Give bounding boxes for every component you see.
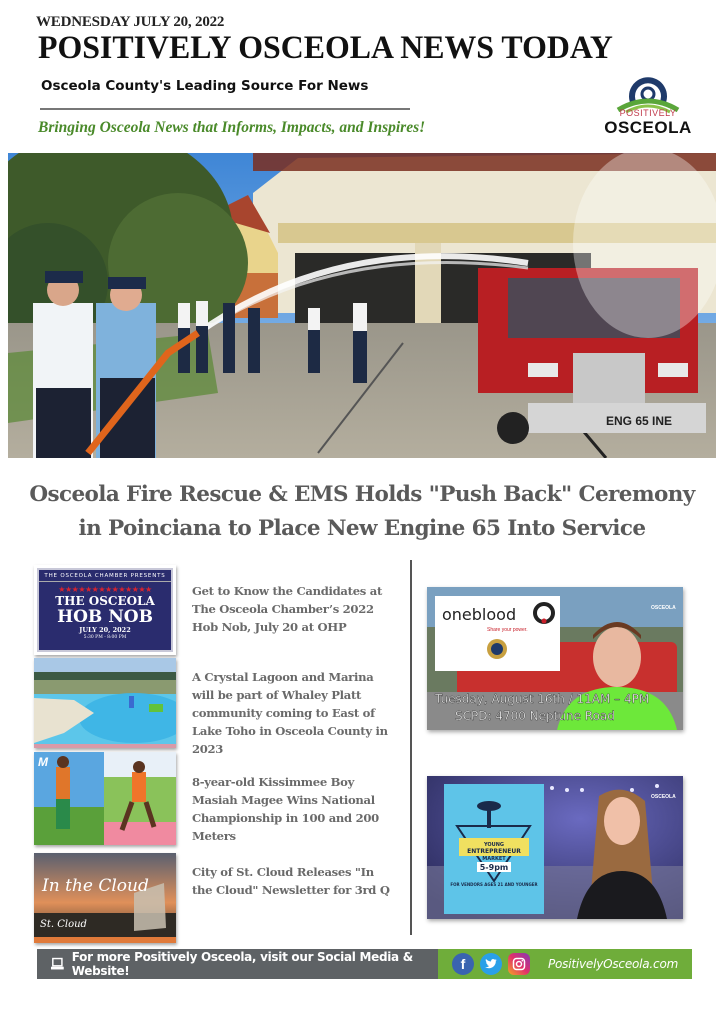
flyer-line2: ENTREPRENEUR <box>467 848 521 855</box>
footer-social-prompt <box>37 949 438 979</box>
laptop-icon <box>51 957 64 971</box>
st-cloud-brand: St. Cloud <box>40 919 87 930</box>
oneblood-brand: oneblood <box>442 605 517 624</box>
oneblood-caption-2: SCPD: 4700 Neptune Road <box>455 709 615 723</box>
story-thumbnail-hob-nob[interactable] <box>34 565 176 655</box>
story-thumbnail-masiah-magee[interactable] <box>34 752 176 845</box>
story-title-hob-nob[interactable]: Get to Know the Candidates at The Osceola Chamber’s 2022 Hob Nob, July 20 at OHP <box>192 584 383 634</box>
stars-decoration: ★★★★★★★★★★★★★★ <box>58 585 152 594</box>
headline-line-2: in Poinciana to Place New Engine 65 Into Service <box>78 516 646 541</box>
issue-date: WEDNESDAY JULY 20, 2022 <box>36 14 225 30</box>
video-oneblood[interactable] <box>427 587 683 730</box>
flyer-sub: FOR VENDORS AGES 21 AND YOUNGER <box>450 882 538 887</box>
story-thumbnail-in-the-cloud[interactable] <box>34 853 176 943</box>
video-corner-logo: OSCEOLA <box>651 605 676 611</box>
video-young-entrepreneur-market[interactable] <box>427 776 683 919</box>
logo-word-positively: POSITIVELY <box>619 108 677 118</box>
twitter-icon[interactable] <box>480 953 502 975</box>
flyer-line3: MARKET <box>482 856 506 862</box>
tagline: Bringing Osceola News that Informs, Impacts, and Inspires! <box>38 119 426 136</box>
header-rule <box>40 108 410 110</box>
oneblood-tagline: Share your power. <box>487 627 528 633</box>
hob-nob-date: JULY 20, 2022 <box>79 626 131 634</box>
in-the-cloud-cover <box>34 853 176 943</box>
masthead-subtitle: Osceola County's Leading Source For News <box>41 78 369 94</box>
main-headline[interactable] <box>0 478 724 546</box>
hob-nob-line1: THE OSCEOLA <box>55 594 155 608</box>
footer-text: For more Positively Osceola, visit our Social Media & Website! <box>71 950 413 978</box>
svg-text:M: M <box>38 755 48 769</box>
story-thumbnail-crystal-lagoon[interactable] <box>34 658 176 748</box>
oneblood-video-frame <box>427 587 683 730</box>
flyer-line1: YOUNG <box>483 842 505 848</box>
engine-plate: ENG 65 INE <box>606 414 673 428</box>
positively-osceola-logo[interactable] <box>596 74 700 142</box>
headline-line-1: Osceola Fire Rescue & EMS Holds "Push Back" Ceremony <box>29 482 695 507</box>
entrepreneur-video-frame <box>427 776 683 919</box>
flyer-time: 5-9pm <box>479 863 509 872</box>
in-the-cloud-script: In the Cloud <box>42 876 149 896</box>
story-title-crystal-lagoon[interactable]: A Crystal Lagoon and Marina will be part of Whaley Platt community coming to East of Lake Toho in Osceola County in 2023 <box>192 670 388 756</box>
story-title-in-the-cloud[interactable]: City of St. Cloud Releases "In the Cloud" Newsletter for 3rd Q <box>192 865 390 897</box>
crystal-lagoon-photo <box>34 658 176 748</box>
logo-word-osceola: OSCEOLA <box>604 118 692 137</box>
column-divider <box>410 560 412 935</box>
facebook-icon[interactable]: f <box>452 953 474 975</box>
instagram-icon[interactable] <box>508 953 530 975</box>
oneblood-caption-1: Tuesday, August 16th / 11AM – 4PM <box>435 692 650 706</box>
masthead-title: POSITIVELY OSCEOLA NEWS TODAY <box>38 30 613 66</box>
story-title-masiah-magee[interactable]: 8-year-old Kissimmee Boy Masiah Magee Wins National Championship in 100 and 200 Meters <box>192 775 379 843</box>
hob-nob-time: 5:30 PM - 8:00 PM <box>83 635 127 640</box>
hob-nob-top-label: THE OSCEOLA CHAMBER PRESENTS <box>39 570 171 582</box>
hob-nob-line2: HOB NOB <box>57 607 153 627</box>
footer-links <box>438 949 692 979</box>
athletes-photo <box>34 752 176 845</box>
hero-image[interactable] <box>8 153 716 458</box>
footer-banner <box>37 949 692 979</box>
fire-station-photo <box>8 153 716 458</box>
video-corner-logo: OSCEOLA <box>651 794 676 800</box>
website-link[interactable]: PositivelyOsceola.com <box>548 957 679 971</box>
